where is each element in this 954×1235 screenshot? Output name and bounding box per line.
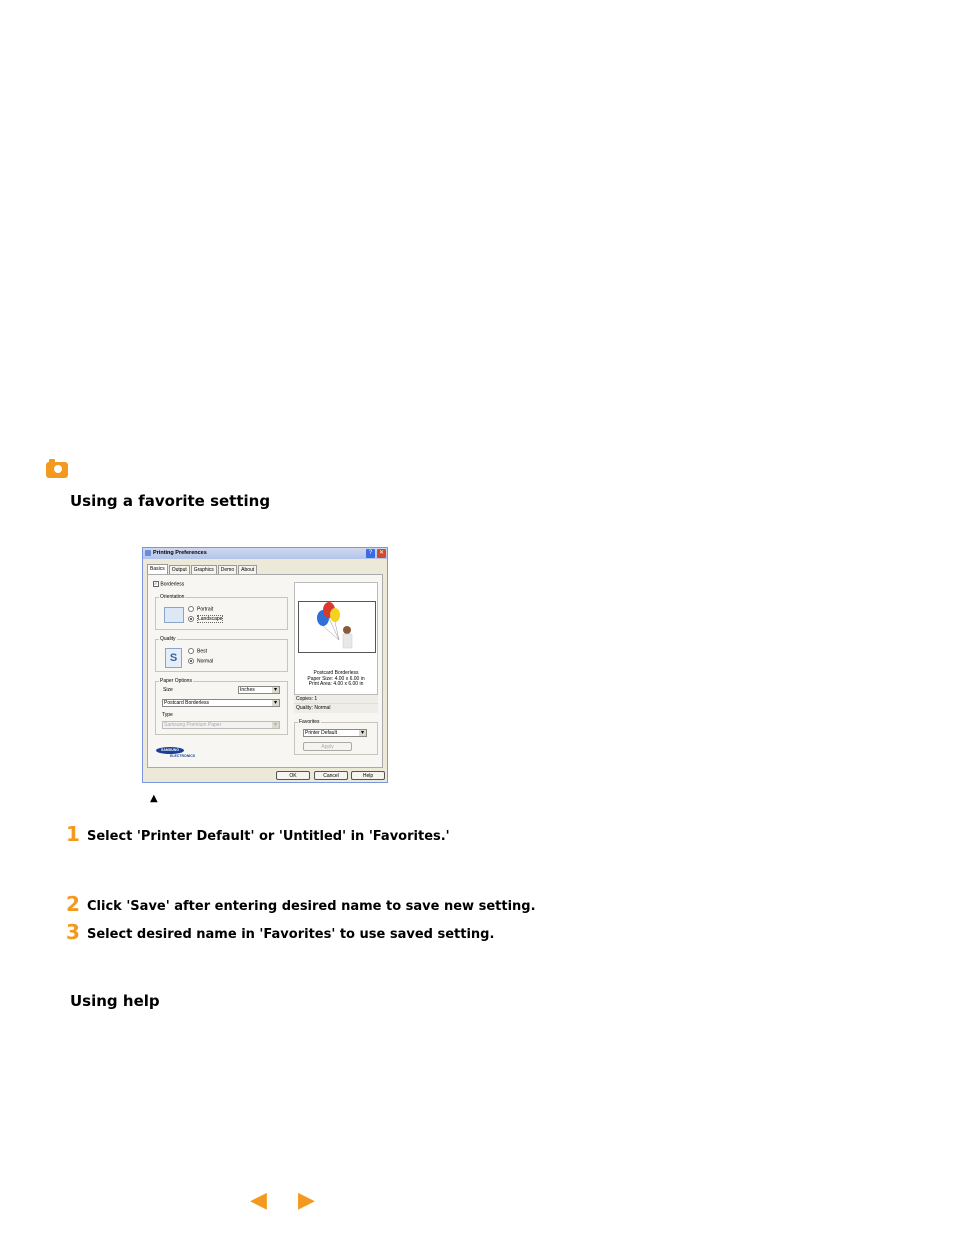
paper-options-group: [155, 678, 288, 735]
quality-label: Quality: [160, 636, 176, 642]
borderless-label: Borderless: [160, 581, 185, 588]
size-unit-select[interactable]: Inches ▾: [238, 686, 280, 694]
landscape-page-icon: [164, 607, 184, 623]
favorites-group: [294, 719, 378, 755]
step-text: Click 'Save' after entering desired name to save new setting.: [87, 899, 536, 914]
yellow-balloon: [330, 608, 340, 622]
printing-preferences-dialog: [142, 547, 388, 783]
tab-about[interactable]: About: [238, 565, 257, 574]
apply-button[interactable]: Apply: [303, 742, 352, 751]
type-label: Type: [162, 712, 173, 718]
camera-icon: [46, 462, 68, 478]
orientation-group: [155, 594, 288, 630]
preview-pane: [294, 582, 378, 695]
dialog-tabs: [147, 565, 258, 574]
section-title-favorite: Using a favorite setting: [70, 492, 271, 510]
copies-status: Copies: 1: [294, 695, 378, 704]
printer-icon: [145, 550, 151, 556]
cancel-button[interactable]: Cancel: [314, 771, 348, 780]
quality-status: Quality: Normal: [294, 704, 378, 713]
best-radio[interactable]: [188, 648, 207, 654]
landscape-label: Landscape: [198, 616, 223, 623]
normal-radio[interactable]: [188, 658, 213, 664]
quality-group: [155, 636, 288, 672]
normal-label: Normal: [197, 658, 214, 665]
portrait-label: Portrait: [197, 606, 214, 613]
paper-size-select[interactable]: Postcard Borderless ▾: [162, 699, 280, 707]
step-number: 3: [66, 920, 80, 944]
tab-basics[interactable]: Basics: [147, 564, 168, 574]
child-body: [343, 634, 352, 648]
help-title-button[interactable]: ?: [366, 549, 375, 558]
dialog-title-bar: [143, 548, 387, 559]
preview-info-line: Paper Size: 4.00 x 6.00 in: [307, 675, 365, 682]
samsung-logo: [156, 747, 195, 758]
basics-panel: [147, 574, 383, 768]
step-number: 2: [66, 892, 80, 916]
next-arrow-icon[interactable]: ▶: [298, 1188, 315, 1213]
preview-image: [298, 601, 376, 653]
favorites-select[interactable]: Printer Default ▾: [303, 729, 367, 737]
child-head: [343, 626, 351, 634]
previous-arrow-icon[interactable]: ◀: [250, 1188, 267, 1213]
step-text: Select desired name in 'Favorites' to use saved setting.: [87, 927, 495, 942]
balloons-photo: [299, 602, 375, 652]
step-text: Select 'Printer Default' or 'Untitled' in 'Favorites.': [87, 829, 450, 844]
close-icon[interactable]: ✕: [378, 550, 385, 556]
tab-graphics[interactable]: Graphics: [191, 565, 217, 574]
samsung-logo-sub: ELECTRONICS: [170, 754, 196, 758]
tab-demo[interactable]: Demo: [218, 565, 237, 574]
preview-info-line: Print Area: 4.00 x 6.00 in: [308, 681, 364, 687]
favorites-label: Favorites: [299, 719, 320, 725]
preview-info-line: Postcard Borderless: [313, 670, 359, 676]
portrait-radio[interactable]: [188, 606, 213, 612]
paper-options-label: Paper Options: [160, 678, 192, 684]
size-label: Size: [163, 687, 173, 693]
section-title-help: Using help: [70, 992, 160, 1010]
tab-output[interactable]: Output: [169, 565, 190, 574]
dialog-title: Printing Preferences: [153, 550, 207, 556]
samsung-logo-text: SAMSUNG: [156, 747, 184, 754]
paper-type-select[interactable]: Samsung Premium Paper ▾: [162, 721, 280, 729]
orientation-label: Orientation: [160, 594, 185, 600]
best-label: Best: [197, 648, 208, 655]
borderless-checkbox[interactable]: ✓ Borderless: [154, 581, 185, 588]
caption-up-arrow-icon: ▲: [150, 793, 158, 804]
step-number: 1: [66, 822, 80, 846]
help-button[interactable]: Help: [351, 771, 385, 780]
quality-icon: S: [165, 648, 182, 668]
preview-info: [295, 671, 377, 688]
landscape-radio[interactable]: [188, 616, 223, 622]
ok-button[interactable]: OK: [276, 771, 310, 780]
